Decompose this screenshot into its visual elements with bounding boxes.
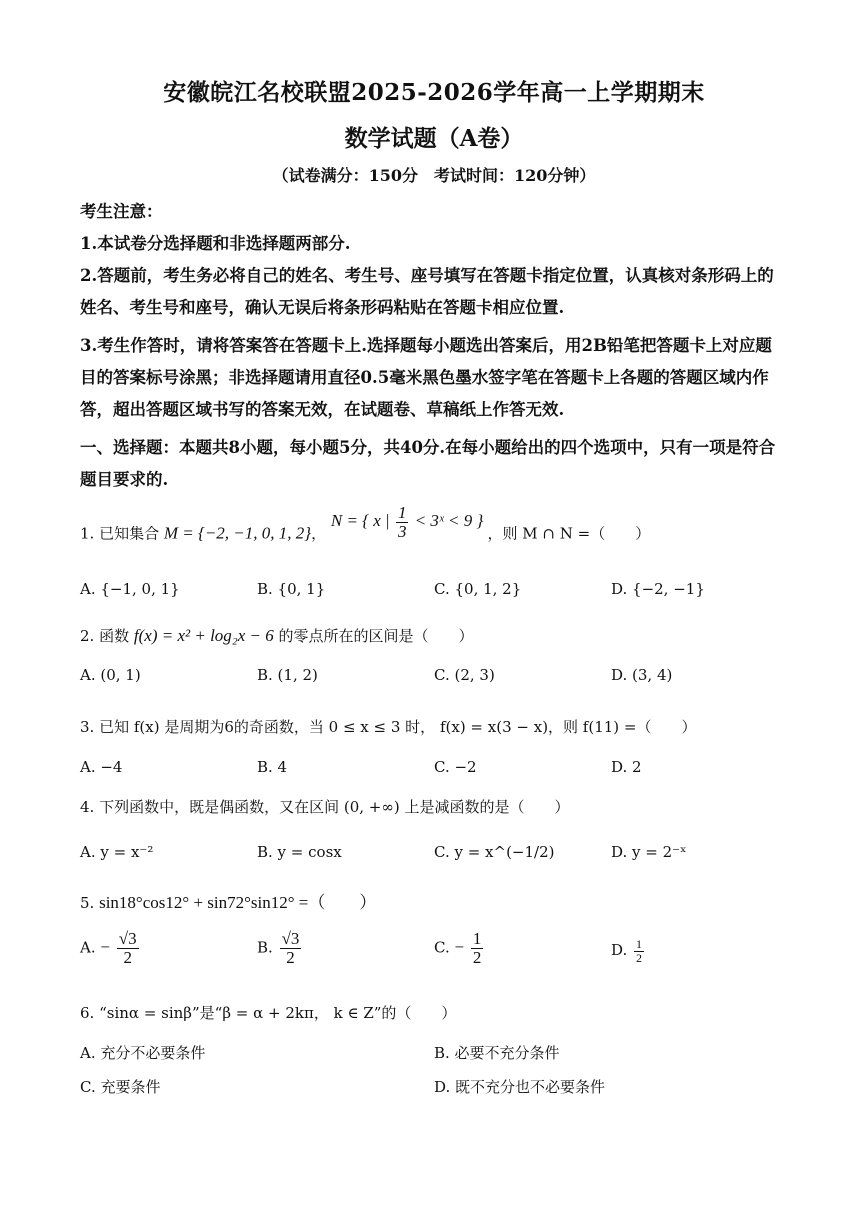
question-suffix: ，则 M ∩ N =（ ） [487,524,651,543]
separator: ， [311,524,327,543]
q1-option-a[interactable]: A. {−1, 0, 1} [80,580,180,598]
option-label: C. [434,938,450,957]
fraction [471,930,484,967]
q1-option-b[interactable]: B. {0, 1} [257,580,326,598]
fraction [634,938,644,964]
q6-option-d[interactable]: D. 既不充分也不必要条件 [434,1078,606,1096]
section-1-instructions: 一、选择题：本题共8小题，每小题5分，共40分.在每小题给出的四个选项中，只有一项是符合题目要求的. [80,438,776,489]
question-text: 函数 [99,627,130,645]
fraction-denominator: 2 [123,947,132,967]
fraction [280,930,302,967]
q5-option-d[interactable] [611,938,646,964]
question-text: sin18°cos12° + sin72°sin12° =（ ） [99,893,377,912]
q1-option-d[interactable]: D. {−2, −1} [611,580,705,598]
option-label: B. [257,938,273,957]
q1-option-c[interactable]: C. {0, 1, 2} [434,580,522,598]
question-text: 已知 f(x) 是周期为6的奇函数，当 0 ≤ x ≤ 3 时， f(x) = x(3 − x)，则 f(11) =（ ） [99,718,697,736]
fraction-denominator: 2 [472,947,482,967]
q2-option-c[interactable]: C. (2, 3) [434,666,495,684]
q4-option-d[interactable]: D. y = 2⁻ˣ [611,843,687,861]
question-number: 4. [80,798,95,816]
minus-sign: − [454,937,465,957]
q5-option-b[interactable] [257,930,303,967]
function-expression: f(x) = x² + log₂x − 6 [133,626,274,645]
q2-option-a[interactable]: A. (0, 1) [80,666,141,684]
q3-option-d[interactable]: D. 2 [611,758,642,776]
q2-option-d[interactable]: D. (3, 4) [611,666,673,684]
fraction [117,930,139,967]
q3-option-c[interactable]: C. −2 [434,758,477,776]
question-number: 3. [80,718,95,736]
question-text: 已知集合 [99,524,160,543]
question-1 [80,503,651,553]
fraction-one-third [396,504,409,541]
q5-option-a[interactable] [80,930,141,967]
q6-option-b[interactable]: B. 必要不充分条件 [434,1044,560,1062]
question-4 [80,796,569,817]
question-number: 6. [80,1004,95,1022]
question-6 [80,1002,456,1023]
q4-option-b[interactable]: B. y = cosx [257,843,342,861]
set-n-right: < 3ˣ < 9 } [414,511,484,531]
set-m: M = {−2, −1, 0, 1, 2} [163,523,312,543]
question-text: 下列函数中，既是偶函数，又在区间 (0, +∞) 上是减函数的是（ ） [99,798,570,816]
q3-option-b[interactable]: B. 4 [257,758,288,776]
question-number: 1. [80,524,95,543]
exam-subtitle: 数学试题（A卷） [344,125,524,152]
q4-option-c[interactable]: C. y = x^(−1/2) [434,843,555,861]
option-label: A. [80,938,96,957]
option-label: D. [611,941,628,960]
q4-option-a[interactable]: A. y = x⁻² [80,843,154,861]
fraction-denominator: 2 [636,950,643,965]
notice-heading: 考生注意： [80,202,163,221]
notice-item-1: 1.本试卷分选择题和非选择题两部分. [80,234,351,253]
question-text: “sinα = sinβ”是“β = α + 2kπ， k ∈ Z”的（ ） [99,1004,457,1022]
minus-sign: − [100,937,110,957]
fraction-denominator: 2 [286,947,295,967]
q6-option-c[interactable]: C. 充要条件 [80,1078,161,1096]
q6-option-a[interactable]: A. 充分不必要条件 [80,1044,206,1062]
fraction-numerator: 1 [472,929,482,948]
fraction-numerator: 1 [636,937,643,951]
q2-option-b[interactable]: B. (1, 2) [257,666,318,684]
notice-item-2: 2.答题前，考生务必将自己的姓名、考生号、座号填写在答题卡指定位置，认真核对条形码上的姓名、考生号和座号，确认无误后将条形码粘贴在答题卡相应位置. [80,266,774,317]
q3-option-a[interactable]: A. −4 [80,758,123,776]
question-3 [80,716,697,737]
fraction-numerator: √3 [281,929,300,948]
set-n [330,503,488,541]
notice-item-3: 3.考生作答时，请将答案答在答题卡上.选择题每小题选出答案后，用2B铅笔把答题卡上对应题目的答案标号涂黑；非选择题请用直径0.5毫米黑色墨水签字笔在答题卡上各题的答题区域内作答，超出答题区域书写的答案无效，在试题卷、草稿纸上作答无效. [80,336,772,419]
question-number: 2. [80,627,95,645]
question-5 [80,888,376,913]
exam-title: 安徽皖江名校联盟2025-2026学年高一上学期期末 [163,79,705,106]
question-2 [80,625,474,646]
fraction-denominator: 3 [397,521,407,541]
set-n-left: N = { x | [330,511,390,531]
q5-option-c[interactable] [434,930,485,967]
question-suffix: 的零点所在的区间是（ ） [278,627,474,645]
fraction-numerator: 1 [397,503,407,522]
question-number: 5. [80,894,95,912]
fraction-numerator: √3 [118,929,137,948]
exam-info: （试卷满分：150分 考试时间：120分钟） [272,166,596,185]
